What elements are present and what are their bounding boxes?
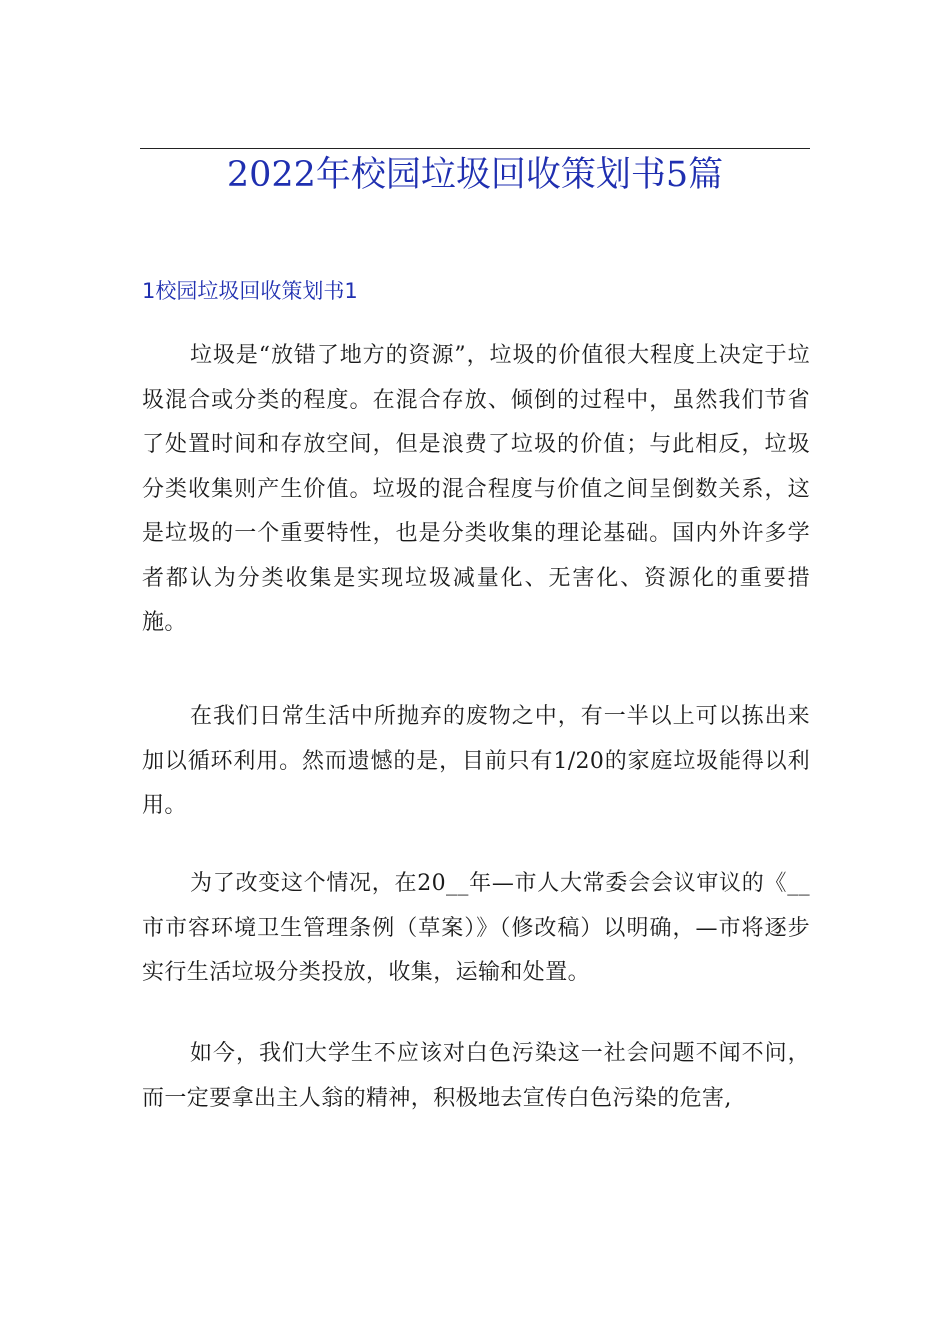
- title-rule: [140, 148, 810, 149]
- body-paragraph: 在我们日常生活中所抛弃的废物之中，有一半以上可以拣出来加以循环利用。然而遗憾的是，目前只有1/20的家庭垃圾能得以利用。: [142, 704, 810, 818]
- body-paragraph: 如今，我们大学生不应该对白色污染这一社会问题不闻不问，而一定要拿出主人翁的精神，积极地去宣传白色污染的危害,: [142, 1041, 810, 1111]
- body-paragraph: 垃圾是“放错了地方的资源”，垃圾的价值很大程度上决定于垃圾混合或分类的程度。在混合存放、倾倒的过程中，虽然我们节省了处置时间和存放空间，但是浪费了垃圾的价值；与此相反，垃圾分类收集则产生价值。垃圾的混合程度与价值之间呈倒数关系，这是垃圾的一个重要特性，也是分类收集的理论基础。国内外许多学者都认为分类收集是实现垃圾减量化、无害化、资源化的重要措施。: [142, 343, 810, 635]
- document-title: 2022年校园垃圾回收策划书5篇: [226, 155, 724, 195]
- body-paragraph: 为了改变这个情况，在20__年—市人大常委会会议审议的《__市市容环境卫生管理条例（草案）》（修改稿）以明确，—市将逐步实行生活垃圾分类投放，收集，运输和处置。: [142, 871, 810, 985]
- section-heading: 1校园垃圾回收策划书1: [142, 279, 358, 303]
